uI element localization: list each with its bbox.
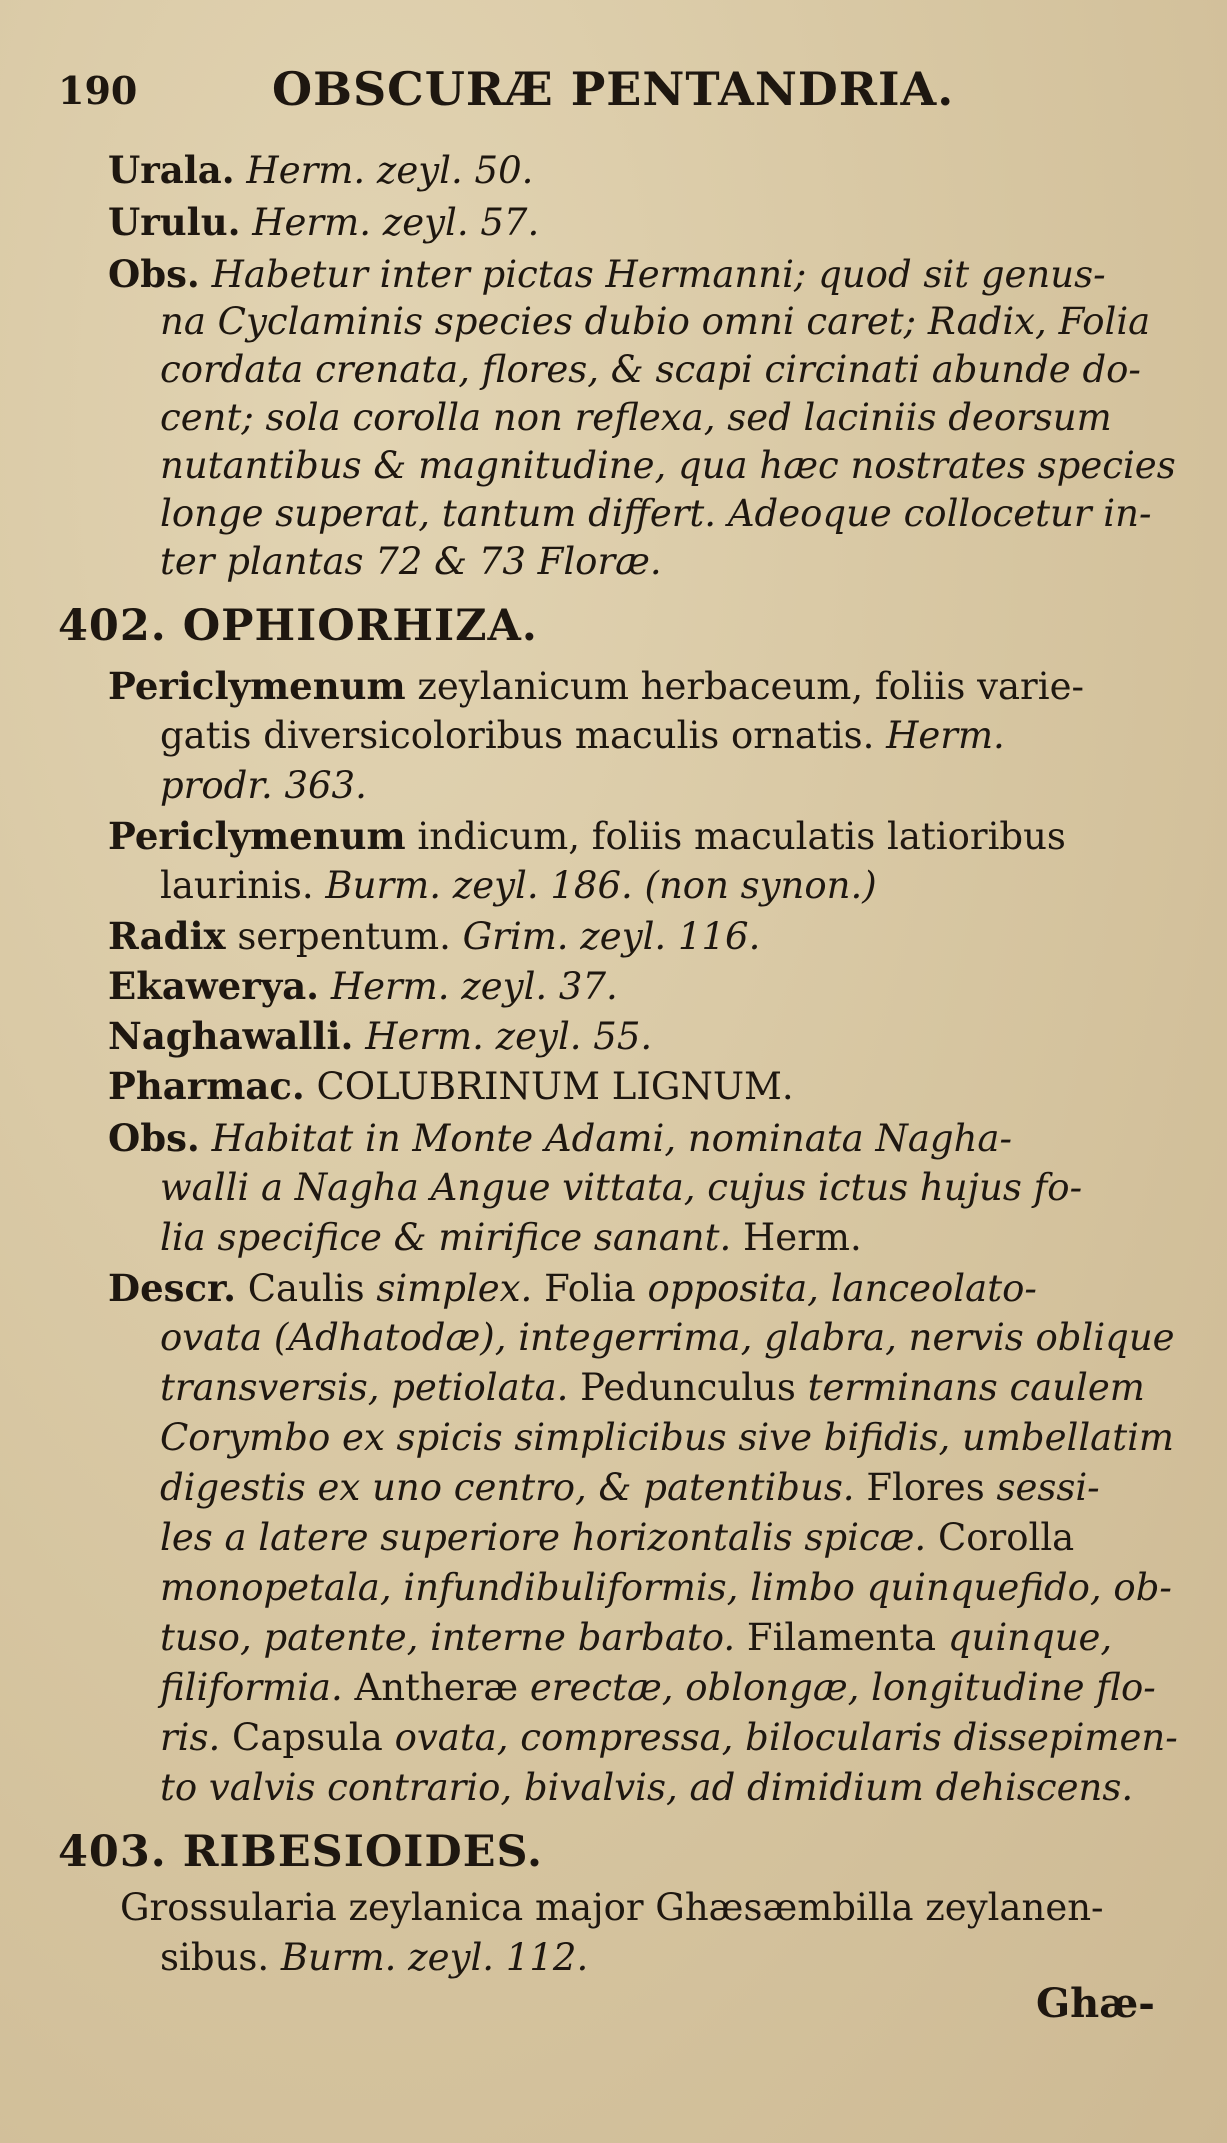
text-line: [160, 1936, 588, 1980]
text-line: [160, 1716, 1178, 1760]
text-segment: Obs.: [108, 252, 200, 296]
section-heading: 403. RIBESIOIDES.: [58, 1827, 543, 1877]
text-line: [108, 1116, 1012, 1161]
text-segment: Habetur inter pictas Hermanni; quod sit genus-: [211, 253, 1106, 296]
text-segment: na Cyclaminis species dubio omni caret; Radix, Folia: [160, 300, 1151, 343]
text-segment: Grim. zeyl. 116.: [462, 915, 761, 958]
text-line: [160, 300, 1150, 344]
text-segment: Radix: [108, 914, 226, 958]
text-line: [160, 1766, 1133, 1810]
text-segment: [353, 1015, 365, 1058]
text-line: [108, 200, 539, 245]
text-line: [160, 444, 1176, 488]
text-segment: zeylanicum herbaceum, foliis varie-: [405, 665, 1084, 708]
text-segment: gatis diversicoloribus maculis ornatis.: [160, 714, 887, 757]
text-segment: Antheræ: [342, 1666, 530, 1709]
text-line: [108, 148, 533, 193]
text-line: [58, 1827, 543, 1877]
text-segment: Herm. zeyl. 50.: [246, 149, 534, 192]
text-segment: Flores: [854, 1466, 997, 1509]
text-segment: Herm. zeyl. 57.: [252, 201, 540, 244]
text-segment: longe superat, tantum differt. Adeoque collocetur in-: [160, 492, 1152, 535]
text-line: [108, 252, 1106, 297]
text-segment: Periclymenum: [108, 814, 406, 858]
text-segment: transversis, petiolata.: [160, 1366, 569, 1409]
text-line: [120, 1886, 1104, 1930]
text-segment: nutantibus & magnitudine, qua hæc nostrates species: [160, 444, 1176, 487]
catchword: Ghæ-: [1036, 1980, 1155, 2027]
text-segment: serpentum.: [225, 915, 463, 958]
text-line: [160, 1566, 1172, 1610]
text-segment: Herm.: [731, 1216, 862, 1259]
text-segment: opposita, lanceolato-: [647, 1267, 1037, 1310]
text-line: [160, 1216, 862, 1260]
text-segment: simplex.: [376, 1267, 533, 1310]
text-segment: Obs.: [108, 1116, 200, 1160]
text-segment: ter plantas 72 & 73 Floræ.: [160, 540, 662, 583]
text-segment: [200, 253, 212, 296]
text-segment: Herm. zeyl. 37.: [330, 965, 618, 1008]
text-segment: lia specifice & mirifice sanant.: [160, 1216, 732, 1259]
text-segment: Caulis: [235, 1267, 377, 1310]
text-segment: sessi-: [996, 1466, 1100, 1509]
text-line: [108, 964, 618, 1009]
text-line: [160, 348, 1141, 392]
text-line: [108, 664, 1084, 709]
text-segment: ovata, compressa, bilocularis dissepimen-: [394, 1716, 1178, 1759]
section-heading: 402. OPHIORHIZA.: [58, 601, 538, 651]
text-segment: walli a Nagha Angue vittata, cujus ictus hujus fo-: [160, 1166, 1083, 1209]
text-segment: erectæ, oblongæ, longitudine flo-: [529, 1666, 1156, 1709]
text-segment: laurinis.: [160, 864, 326, 907]
text-segment: cent; sola corolla non reflexa, sed laciniis deorsum: [160, 396, 1112, 439]
text-segment: Folia: [532, 1267, 648, 1310]
text-segment: quinque,: [947, 1616, 1113, 1659]
text-line: [108, 814, 1066, 859]
text-segment: Herm. zeyl. 55.: [365, 1015, 653, 1058]
text-line: [160, 1666, 1156, 1710]
text-segment: Herm.: [886, 714, 1005, 757]
text-segment: monopetala, infundibuliformis, limbo quinquefido, ob-: [160, 1566, 1172, 1609]
text-line: [160, 764, 367, 808]
text-line: [160, 540, 662, 584]
text-segment: Capsula: [220, 1716, 395, 1759]
text-segment: Urulu.: [108, 200, 241, 244]
text-segment: Naghawalli.: [108, 1014, 354, 1058]
text-segment: Pedunculus: [568, 1366, 808, 1409]
text-segment: tuso, patente, interne barbato.: [160, 1616, 736, 1659]
text-segment: Pharmac.: [108, 1064, 305, 1108]
page-header: [58, 62, 1158, 122]
text-line: [160, 1166, 1082, 1210]
text-segment: Descr.: [108, 1266, 236, 1310]
text-segment: Burm. zeyl. 186. (non synon.): [325, 864, 877, 907]
text-segment: digestis ex uno centro, & patentibus.: [160, 1466, 855, 1509]
text-segment: prodr. 363.: [160, 764, 367, 807]
text-segment: Grossularia zeylanica major Ghæsæmbilla zeylanen-: [120, 1886, 1104, 1929]
text-segment: [241, 201, 253, 244]
text-line: [108, 914, 760, 959]
text-segment: [319, 965, 331, 1008]
text-segment: ovata (Adhatodæ), integerrima, glabra, nervis oblique: [160, 1316, 1175, 1359]
text-segment: Burm. zeyl. 112.: [280, 1936, 589, 1979]
text-line: [160, 1366, 1145, 1410]
page-number: 190: [58, 68, 138, 113]
text-line: [160, 1516, 1074, 1560]
text-segment: ris.: [160, 1716, 221, 1759]
text-line: [160, 1316, 1175, 1360]
text-segment: Periclymenum: [108, 664, 406, 708]
text-segment: filiformia.: [160, 1666, 343, 1709]
text-line: [160, 492, 1151, 536]
text-segment: indicum, foliis maculatis latioribus: [405, 815, 1066, 858]
text-segment: Corolla: [926, 1516, 1075, 1559]
text-line: [160, 1416, 1174, 1460]
text-segment: Urala.: [108, 148, 235, 192]
text-line: [160, 714, 1005, 758]
text-segment: [235, 149, 247, 192]
text-segment: [200, 1117, 212, 1160]
text-segment: Corymbo ex spicis simplicibus sive bifidis, umbellatim: [160, 1416, 1175, 1459]
text-segment: les a latere superiore horizontalis spicæ.: [160, 1516, 927, 1559]
text-line: [108, 1266, 1037, 1311]
text-line: [160, 396, 1112, 440]
text-line: [108, 1064, 794, 1109]
text-line: [160, 1616, 1112, 1660]
text-line: [160, 864, 877, 908]
text-segment: to valvis contrario, bivalvis, ad dimidium dehiscens.: [160, 1766, 1134, 1809]
text-line: [108, 1014, 652, 1059]
text-segment: Habitat in Monte Adami, nominata Nagha-: [211, 1117, 1012, 1160]
text-segment: Filamenta: [735, 1616, 948, 1659]
text-segment: sibus.: [160, 1936, 281, 1979]
running-title: OBSCURÆ PENTANDRIA.: [272, 62, 955, 116]
text-segment: Ekawerya.: [108, 964, 320, 1008]
text-line: [58, 601, 538, 651]
text-segment: cordata crenata, flores, & scapi circinati abunde do-: [160, 348, 1141, 391]
text-segment: terminans caulem: [807, 1366, 1145, 1409]
text-segment: COLUBRINUM LIGNUM.: [304, 1065, 794, 1108]
text-line: [160, 1466, 1100, 1510]
